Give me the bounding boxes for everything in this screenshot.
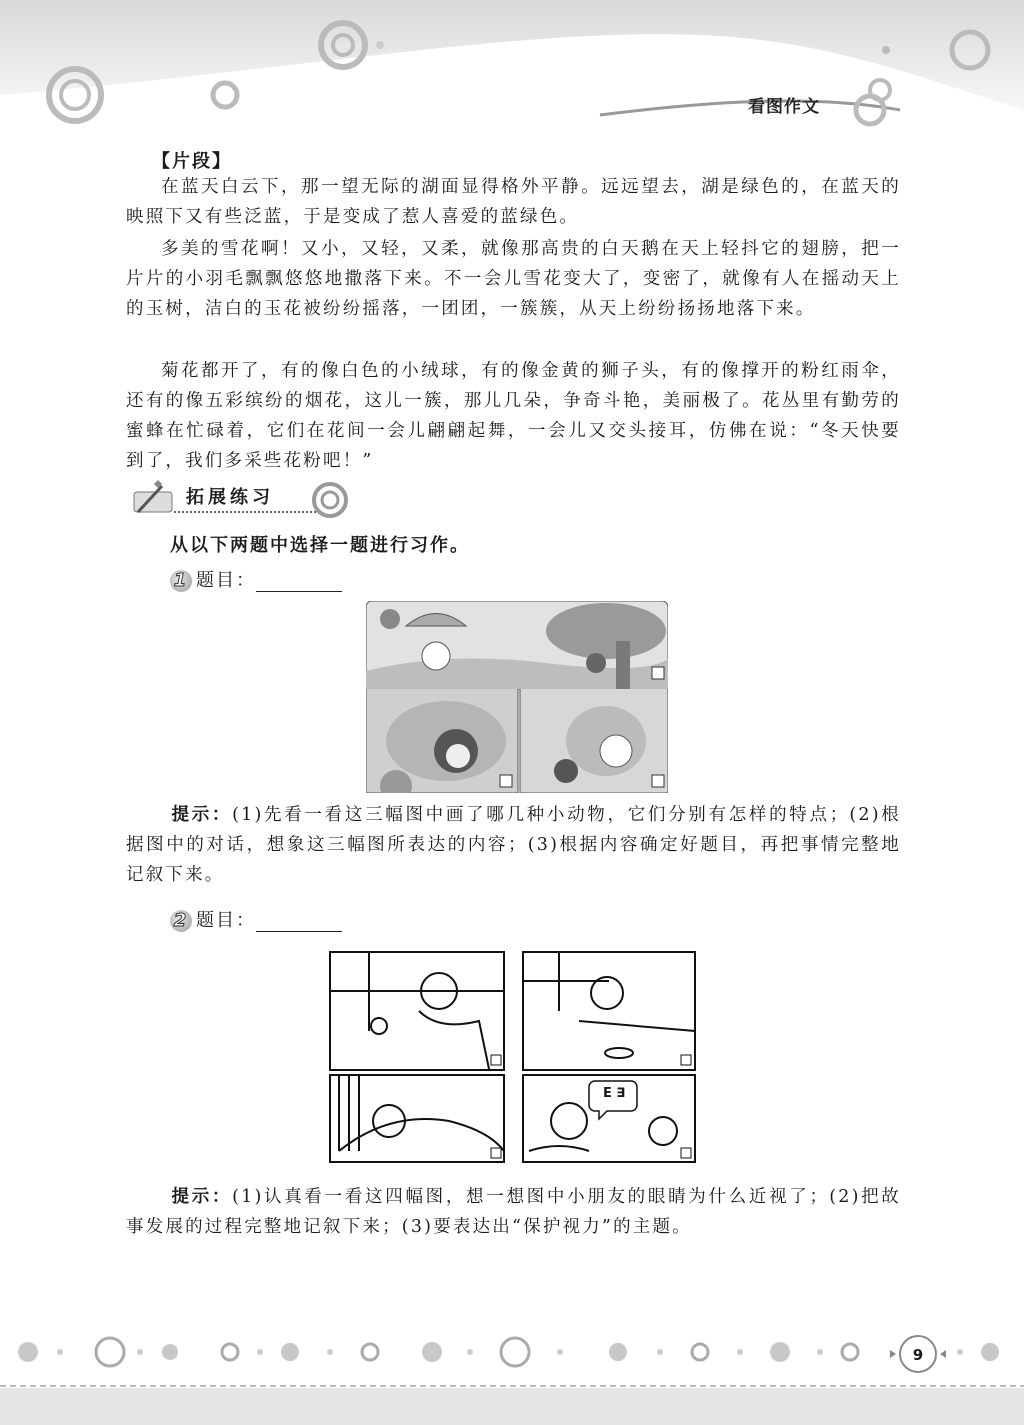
excerpt-paragraph-1: 在蓝天白云下，那一望无际的湖面显得格外平静。远远望去，湖是绿色的，在蓝天的映照下又有些泛蓝，于是变成了惹人喜爱的蓝绿色。: [126, 177, 901, 227]
hint-text-1: (1)先看一看这三幅图中画了哪几种小动物，它们分别有怎样的特点；(2)根据图中的对话，想象这三幅图所表达的内容；(3)根据内容确定好题目，再把事情完整地记叙下来。: [126, 805, 901, 885]
cartoon-illustration-animals: [366, 601, 668, 793]
topic-2: [170, 906, 342, 932]
hint-label-2: 提示：: [171, 1187, 233, 1207]
excerpt-heading: 【片段】: [152, 151, 232, 172]
line-drawing-illustration-eyesight: [329, 951, 697, 1163]
excerpt-paragraph-2: 多美的雪花啊！又小，又轻，又柔，就像那高贵的白天鹅在天上轻抖它的翅膀，把一片片的小羽毛飘飘悠悠地撒落下来。不一会儿雪花变大了，变密了，就像有人在摇动天上的玉树，洁白的玉花被纷纷摇落，一团团，一簇簇，从天上纷纷扬扬地落下来。: [126, 239, 901, 319]
page-number: 9: [912, 1346, 924, 1364]
pencil-icon: [134, 480, 172, 512]
section-label: 拓展练习: [186, 487, 274, 508]
speech-bubble-text: E ∃: [603, 1086, 626, 1101]
title-blank-2[interactable]: [256, 911, 342, 932]
hint-label-1: 提示：: [171, 805, 233, 825]
practice-instruction: 从以下两题中选择一题进行习作。: [170, 535, 470, 556]
footer-decoration: [0, 1330, 1024, 1425]
excerpt-paragraph-3: 菊花都开了，有的像白色的小绒球，有的像金黄的狮子头，有的像撑开的粉红雨伞，还有的像五彩缤纷的烟花，这儿一簇，那儿几朵，争奇斗艳，美丽极了。花丛里有勤劳的蜜蜂在忙碌着，它们在花间一会儿翩翩起舞，一会儿又交头接耳，仿佛在说：“冬天快要到了，我们多采些花粉吧！”: [126, 361, 901, 471]
topic-label-1: 题目：: [196, 570, 256, 591]
topic-number-1: 1: [170, 570, 192, 592]
chapter-title: 看图作文: [748, 97, 820, 117]
topic-1: [170, 566, 342, 592]
topic-label-2: 题目：: [196, 910, 256, 931]
topic-2-hint: [126, 1182, 901, 1242]
title-blank-1[interactable]: [256, 571, 342, 592]
topic-1-hint: [126, 800, 901, 890]
topic-number-2: 2: [170, 910, 192, 932]
header-decoration: [0, 0, 1024, 150]
hint-text-2: (1)认真看一看这四幅图，想一想图中小朋友的眼睛为什么近视了；(2)把故事发展的过程完整地记叙下来；(3)要表达出“保护视力”的主题。: [126, 1187, 901, 1237]
